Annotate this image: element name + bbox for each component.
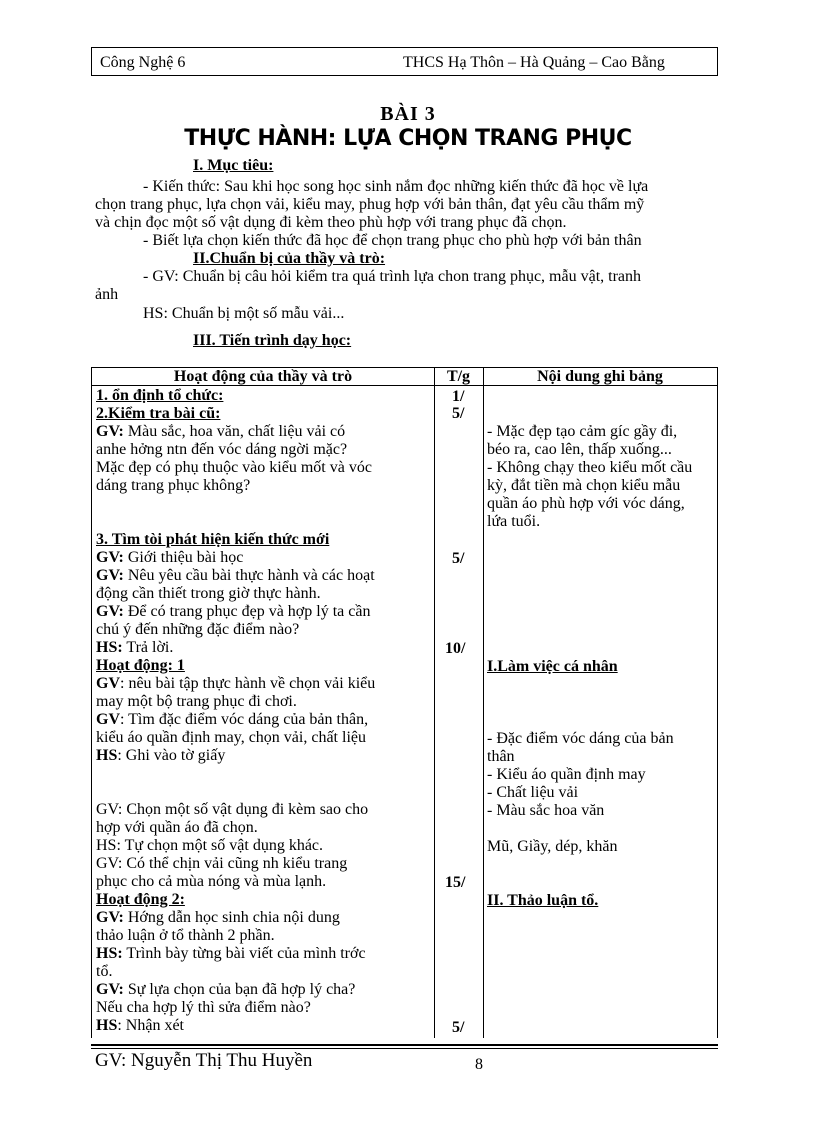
time-value: 1/ — [452, 388, 465, 405]
activity-line: GV: Sự lựa chọn của bạn đã hợp lý cha? — [96, 981, 356, 998]
lesson-title: THỰC HÀNH: LỰA CHỌN TRANG PHỤC — [184, 126, 632, 151]
time-value: 5/ — [452, 1019, 465, 1036]
subject-label: Công Nghệ 6 — [100, 54, 186, 71]
activity-line: GV: Nêu yêu cầu bài thực hành và các hoạt — [96, 567, 375, 584]
lesson-number: BÀI 3 — [380, 103, 436, 125]
preparation-line: ảnh — [95, 286, 119, 303]
board-content-line: - Chất liệu vải — [487, 784, 579, 801]
activity-line: HS: Tự chọn một số vật dụng khác. — [96, 837, 324, 854]
time-value: 5/ — [452, 405, 465, 422]
time-value: 5/ — [452, 550, 465, 567]
board-content-line: quần áo phù hợp với vóc dáng, — [487, 495, 685, 512]
board-content-line: - Kiểu áo quần định may — [487, 766, 646, 783]
time-value: 10/ — [445, 640, 466, 657]
activity-line: GV: Chọn một số vật dụng đi kèm sao cho — [96, 801, 369, 818]
board-content-line: - Mặc đẹp tạo cảm gíc gầy đi, — [487, 423, 678, 440]
activity-line: GV: Giới thiệu bài học — [96, 549, 244, 566]
preparation-heading: II.Chuẩn bị của thầy và trò: — [193, 250, 386, 267]
column-divider — [434, 368, 435, 1038]
step-title: 1. ổn định tổ chức: — [96, 387, 224, 404]
activity-line: may một bộ trang phục đi chơi. — [96, 693, 297, 710]
activity-line: GV: Có thể chịn vải cũng nh kiểu trang — [96, 855, 348, 872]
board-content-line: thân — [487, 748, 515, 765]
page-header — [91, 47, 718, 76]
footer-rule — [91, 1048, 718, 1049]
activity-title: Hoạt động: 1 — [96, 657, 185, 674]
activity-line: Nếu cha hợp lý thì sửa điểm nào? — [96, 999, 311, 1016]
activity-line: động cần thiết trong giờ thực hành. — [96, 585, 321, 602]
objectives-heading: I. Mục tiêu: — [193, 157, 274, 174]
board-content-line: - Đặc điểm vóc dáng của bản — [487, 730, 674, 747]
step-title: 3. Tìm tòi phát hiện kiến thức mới — [96, 531, 330, 548]
page-number: 8 — [475, 1056, 483, 1073]
board-heading: I.Làm việc cá nhân — [487, 658, 618, 675]
activity-line: GV: nêu bài tập thực hành về chọn vải kiểu — [96, 675, 376, 692]
time-value: 15/ — [445, 874, 466, 891]
board-content-line: Mũ, Giầy, dép, khăn — [487, 838, 618, 855]
activity-line: kiểu áo quần định may, chọn vải, chất liệu — [96, 729, 366, 746]
activity-line: HS: Nhận xét — [96, 1017, 184, 1034]
activity-line: GV: Để có trang phục đẹp và hợp lý ta cần — [96, 603, 371, 620]
activity-line: HS: Trả lời. — [96, 639, 174, 656]
activity-line: GV: Màu sắc, hoa văn, chất liệu vải có — [96, 423, 346, 440]
activity-line: hợp với quần áo đã chọn. — [96, 819, 258, 836]
activity-line: HS: Ghi vào tờ giấy — [96, 747, 226, 764]
preparation-line: HS: Chuẩn bị một số mẫu vải... — [143, 305, 345, 322]
column-header-content: Nội dung ghi bảng — [537, 368, 663, 385]
activity-line: anhe hởng ntn đến vóc dáng ngời mặc? — [96, 441, 348, 458]
board-content-line: lứa tuổi. — [487, 513, 541, 530]
objectives-line: chọn trang phục, lựa chọn vải, kiểu may, phug hợp với bản thân, đạt yêu cầu thẩm mỹ — [95, 196, 645, 213]
step-title: 2.Kiểm tra bài cũ: — [96, 405, 221, 422]
footer-author: GV: Nguyễn Thị Thu Huyền — [95, 1050, 313, 1071]
board-content-line: - Không chạy theo kiểu mốt cầu — [487, 459, 693, 476]
process-heading: III. Tiến trình dạy học: — [193, 332, 352, 349]
board-content-line: béo ra, cao lên, thấp xuống... — [487, 441, 672, 458]
school-label: THCS Hạ Thôn – Hà Quảng – Cao Bằng — [403, 54, 665, 71]
activity-line: thảo luận ở tổ thành 2 phần. — [96, 927, 275, 944]
column-header-activity: Hoạt động của thầy và trò — [173, 368, 353, 385]
objectives-line: và chịn đọc một số vật dụng đi kèm theo phù hợp với trang phục đã chọn. — [95, 214, 567, 231]
objectives-line: - Kiến thức: Sau khi học song học sinh nắm đọc những kiến thức đã học về lựa — [143, 178, 649, 195]
activity-line: chú ý đến những đặc điểm nào? — [96, 621, 300, 638]
activity-line: GV: Hớng dẫn học sinh chia nội dung — [96, 909, 340, 926]
preparation-line: - GV: Chuẩn bị câu hỏi kiểm tra quá trình lựa chon trang phục, mẫu vật, tranh — [143, 268, 642, 285]
activity-line: GV: Tìm đặc điểm vóc dáng của bản thân, — [96, 711, 369, 728]
board-content-line: kỳ, đắt tiền mà chọn kiểu mẫu — [487, 477, 681, 494]
lesson-table — [91, 367, 718, 1038]
column-header-time: T/g — [446, 368, 471, 385]
activity-line: dáng trang phục không? — [96, 477, 251, 494]
activity-line: HS: Trình bày từng bài viết của mình trớc — [96, 945, 366, 962]
activity-line: tổ. — [96, 963, 113, 980]
activity-line: phục cho cả mùa nóng và mùa lạnh. — [96, 873, 327, 890]
activity-title: Hoạt động 2: — [96, 891, 185, 908]
footer-rule — [91, 1044, 718, 1046]
board-heading: II. Thảo luận tổ. — [487, 892, 599, 909]
column-divider — [483, 368, 484, 1038]
board-content-line: - Màu sắc hoa văn — [487, 802, 605, 819]
objectives-line: - Biết lựa chọn kiến thức đã học để chọn trang phục cho phù hợp với bản thân — [143, 232, 642, 249]
activity-line: Mặc đẹp có phụ thuộc vào kiểu mốt và vóc — [96, 459, 372, 476]
